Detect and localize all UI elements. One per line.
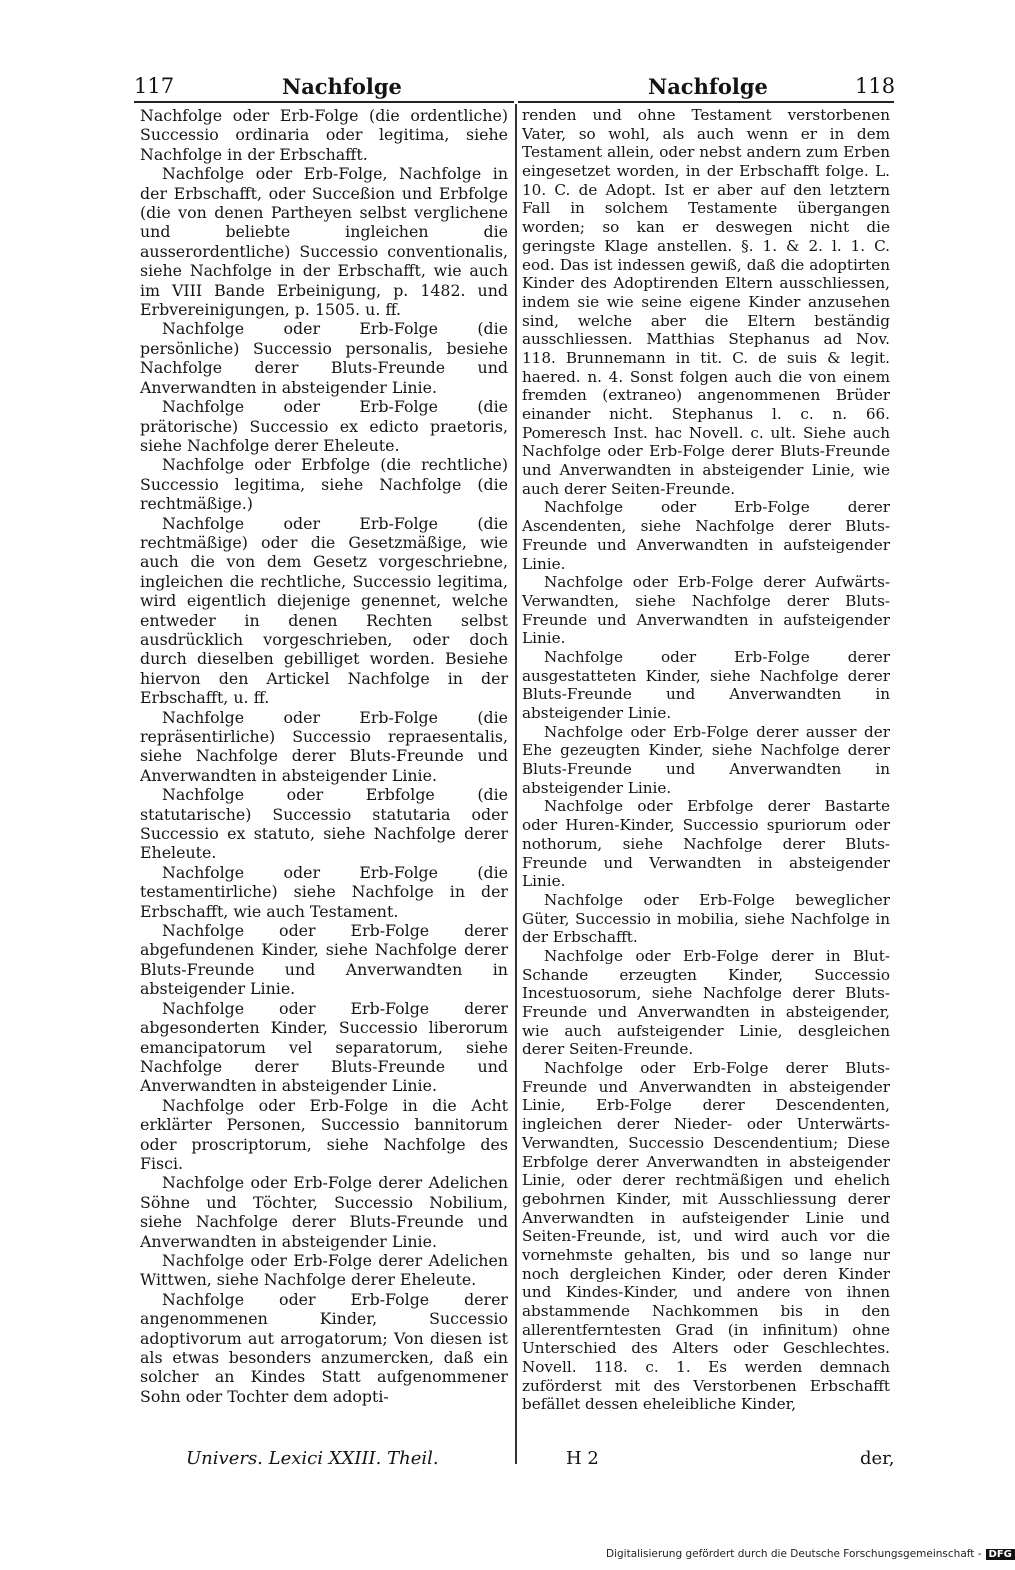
dictionary-entry: renden und ohne Testament verstorbenen Vater, so wohl, als auch wenn er in dem Testament allein, oder nebst andern zum Erben eingesetzet worden, in der Erbschafft folge. L. 10. C. de Adopt. Ist er aber auf den letztern Fall in solchem Testamente übergangen worden; so kan er deswegen nicht die geringste Klage anstellen. §. 1. & 2. l. 1. C. eod. Das ist indessen gewiß, daß die adoptirten Kinder des Adoptirenden Eltern ausschliessen, indem sie wie seine eigene Kinder anzusehen sind, welche aber die Eltern beständig ausschliessen. Matthias Stephanus ad Nov. 118. Brunnemann in tit. C. de suis & legit. haered. n. 4. Sonst folgen auch die von einem fremden (extraneo) angenommenen Brüder einander nicht. Stephanus l. c. n. 66. Pomeresch Inst. hac Novell. c. ult. Siehe auch Nachfolge oder Erb-Folge derer Bluts-Freunde und Anverwandten in absteigender Linie, wie auch derer Seiten-Freunde. [522,106,890,498]
dictionary-entry: Nachfolge oder Erb-Folge (die ordentliche) Successio ordinaria oder legitima, siehe Nachfolge in der Erbschafft. [140,106,508,164]
dictionary-entry: Nachfolge oder Erb-Folge derer ausgestatteten Kinder, siehe Nachfolge derer Bluts-Freunde und Anverwandten in absteigender Linie. [522,647,890,722]
dictionary-entry: Nachfolge oder Erbfolge (die rechtliche) Successio legitima, siehe Nachfolge (die rechtmäßige.) [140,455,508,514]
dictionary-entry: Nachfolge oder Erb-Folge beweglicher Güter, Successio in mobilia, siehe Nachfolge in der Erbschafft. [522,890,890,947]
dictionary-entry: Nachfolge oder Erb-Folge derer Bluts-Freunde und Anverwandten in absteigender Linie, Erb-Folge derer Descendenten, ingleichen derer Nieder- oder Unterwärts-Verwandten, Successio Descendentium; Diese Erbfolge derer Anverwandten in absteigender Linie, oder derer rechtmäßigen und ehelich gebohrnen Kinder, mit Ausschliessung derer Anverwandten in aufsteigender Linie und Seiten-Freunde, ist, und wird auch vor die vornehmste gehalten, bis und so lange nur noch dergleichen Kinder, oder deren Kinder und Kindes-Kinder, und andere von ihnen abstammende Nachkommen bis in den allerentferntesten Grad (in infinitum) ohne Unterschied des Alters oder Geschlechtes. Novell. 118. c. 1. Es werden demnach zuförderst mit des Verstorbenen Erbschafft befället dessen eheleibliche Kinder, [522,1059,890,1414]
running-head-left: Nachfolge [282,74,402,99]
footer-signature: H 2 [566,1448,599,1469]
dictionary-entry: Nachfolge oder Erbfolge (die statutarische) Successio statutaria oder Successio ex statuto, siehe Nachfolge derer Eheleute. [140,785,508,863]
dictionary-entry: Nachfolge oder Erb-Folge derer angenommenen Kinder, Successio adoptivorum aut arrogatorum; Von diesen ist als etwas besonders anzumercken, daß ein solcher an Kindes Statt aufgenommener Sohn oder Tochter dem adopti- [140,1289,508,1406]
dictionary-entry: Nachfolge oder Erb-Folge derer Adelichen Söhne und Töchter, Successio Nobilium, siehe Nachfolge derer Bluts-Freunde und Anverwandten in absteigender Linie. [140,1173,508,1251]
dictionary-entry: Nachfolge oder Erb-Folge derer abgefundenen Kinder, siehe Nachfolge derer Bluts-Freunde und Anverwandten in absteigender Linie. [140,921,508,999]
dictionary-entry: Nachfolge oder Erb-Folge derer abgesonderten Kinder, Successio liberorum emancipatorum vel separatorum, siehe Nachfolge derer Bluts-Freunde und Anverwandten in absteigender Linie. [140,998,508,1096]
left-column [140,106,508,1406]
dictionary-entry: Nachfolge oder Erb-Folge (die prätorische) Successio ex edicto praetoris, siehe Nachfolge derer Eheleute. [140,397,508,455]
header-rule-left [134,101,514,103]
header-rule-right [518,101,894,103]
dictionary-entry: Nachfolge oder Erb-Folge derer Aufwärts-Verwandten, siehe Nachfolge derer Bluts-Freunde und Anverwandten in aufsteigender Linie. [522,573,890,648]
footer-volume: Univers. Lexici XXIII. Theil. [186,1448,439,1469]
dictionary-entry: Nachfolge oder Erbfolge derer Bastarte oder Huren-Kinder, Successio spuriorum oder nothorum, siehe Nachfolge derer Bluts-Freunde und Verwandten in absteigender Linie. [522,797,890,891]
dictionary-entry: Nachfolge oder Erb-Folge derer ausser der Ehe gezeugten Kinder, siehe Nachfolge derer Bluts-Freunde und Anverwandten in absteigender Linie. [522,722,890,797]
dictionary-entry: Nachfolge oder Erb-Folge in die Acht erklärter Personen, Successio bannitorum oder proscriptorum, siehe Nachfolge des Fisci. [140,1095,508,1173]
dictionary-entry: Nachfolge oder Erb-Folge derer in Blut-Schande erzeugten Kinder, Successio Incestuosorum, siehe Nachfolge derer Bluts-Freunde und Anverwandten in absteigender, wie auch aufsteigender Linie, desgleichen derer Seiten-Freunde. [522,946,890,1059]
dictionary-entry: Nachfolge oder Erb-Folge derer Ascendenten, siehe Nachfolge derer Bluts-Freunde und Anverwandten in aufsteigender Linie. [522,498,890,573]
digitization-credit [606,1548,1015,1560]
dictionary-entry: Nachfolge oder Erb-Folge derer Adelichen Wittwen, siehe Nachfolge derer Eheleute. [140,1250,508,1290]
right-column [522,106,890,1414]
column-divider [515,104,517,1464]
dictionary-entry: Nachfolge oder Erb-Folge (die repräsentirliche) Successio repraesentalis, siehe Nachfolge derer Bluts-Freunde und Anverwandten in absteigender Linie. [140,707,508,785]
footer-catchword: der, [860,1448,895,1469]
dictionary-entry: Nachfolge oder Erb-Folge (die persönliche) Successio personalis, besiehe Nachfolge derer Bluts-Freunde und Anverwandten in absteigender Linie. [140,319,508,397]
page-number-left: 117 [134,74,175,98]
running-head-right: Nachfolge [648,74,768,99]
credit-text: Digitalisierung gefördert durch die Deutsche Forschungsgemeinschaft - [606,1548,982,1560]
dictionary-entry: Nachfolge oder Erb-Folge (die rechtmäßige) oder die Gesetzmäßige, wie auch die von dem Gesetz vorgeschriebne, ingleichen die rechtliche, Successio legitima, wird eigentlich diejenige genennet, welche entweder in denen Rechten selbst ausdrücklich vorgeschrieben, oder doch durch dieselben gebilliget worden. Besiehe hiervon den Artickel Nachfolge in der Erbschafft, u. ff. [140,513,508,708]
dictionary-entry: Nachfolge oder Erb-Folge (die testamentirliche) siehe Nachfolge in der Erbschafft, wie auch Testament. [140,862,508,921]
dictionary-entry: Nachfolge oder Erb-Folge, Nachfolge in der Erbschafft, oder Succeßion und Erbfolge (die von denen Partheyen selbst verglichene und beliebte ingleichen die ausserordentliche) Successio conventionalis, siehe Nachfolge in der Erbschafft, wie auch im VIII Bande Erbeinigung, p. 1482. und Erbvereinigungen, p. 1505. u. ff. [140,164,508,320]
page-number-right: 118 [855,74,896,98]
dfg-logo: DFG [986,1549,1015,1560]
